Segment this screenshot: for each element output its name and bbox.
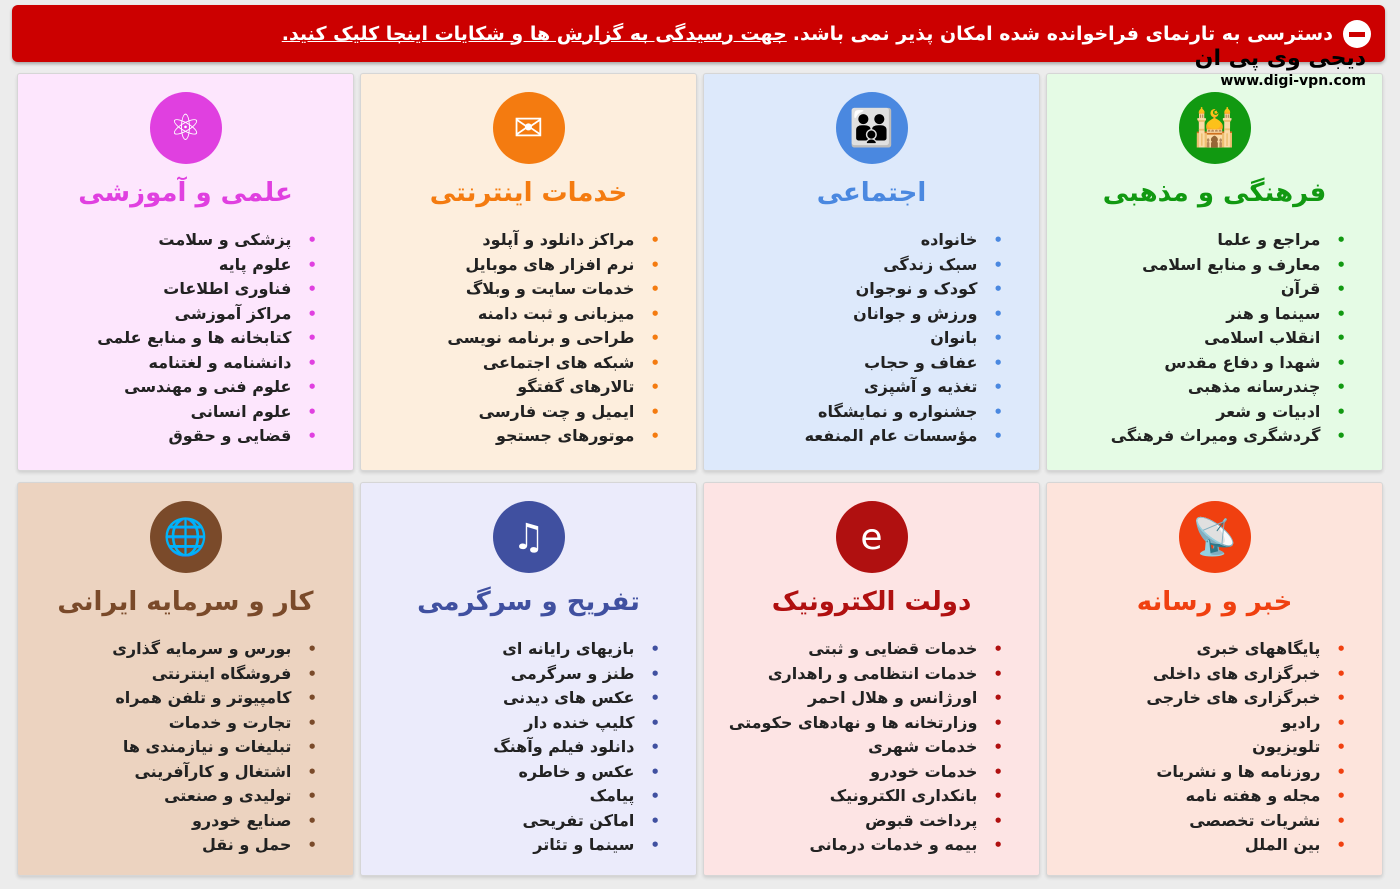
mosque-icon[interactable]: 🕌 [1179,92,1251,164]
category-link[interactable]: • شهدا و دفاع مقدس [1047,351,1346,376]
blocked-access-banner [12,5,1385,62]
category-link[interactable]: • دانشنامه و لغتنامه [18,351,317,376]
category-link[interactable]: • طراحی و برنامه نویسی [361,326,660,351]
category-title[interactable]: اجتماعی [816,178,927,208]
category-grid [15,73,1383,876]
category-link[interactable]: • فروشگاه اینترنتی [18,662,317,687]
category-link[interactable]: • علوم فنی و مهندسی [18,375,317,400]
category-link[interactable]: • کلیپ خنده دار [361,711,660,736]
category-link[interactable]: • رادیو [1047,711,1346,736]
category-card [1046,73,1383,471]
category-link[interactable]: • خدمات سایت و وبلاگ [361,277,660,302]
category-link[interactable]: • تجارت و خدمات [18,711,317,736]
category-link[interactable]: • خبرگزاری های داخلی [1047,662,1346,687]
category-link[interactable]: • مراجع و علما [1047,228,1346,253]
category-link[interactable]: • خدمات خودرو [704,760,1003,785]
category-link[interactable]: • عکس های دیدنی [361,686,660,711]
category-list [1047,637,1382,858]
family-icon[interactable]: 👪 [836,92,908,164]
category-link[interactable]: • بازیهای رایانه ای [361,637,660,662]
category-link[interactable]: • مراکز دانلود و آپلود [361,228,660,253]
category-link[interactable]: • تولیدی و صنعتی [18,784,317,809]
category-link[interactable]: • بیمه و خدمات درمانی [704,833,1003,858]
category-card [17,482,354,876]
category-link[interactable]: • ادبیات و شعر [1047,400,1346,425]
banner-message: دسترسی به تارنمای فراخوانده شده امکان پذیر نمی باشد. [792,22,1333,45]
category-link[interactable]: • بانکداری الکترونیک [704,784,1003,809]
category-card [1046,482,1383,876]
category-link[interactable]: • اماکن تفریحی [361,809,660,834]
category-link[interactable]: • تلویزیون [1047,735,1346,760]
category-link[interactable]: • سینما و هنر [1047,302,1346,327]
category-list [704,228,1039,449]
category-link[interactable]: • مراکز آموزشی [18,302,317,327]
category-link[interactable]: • خدمات شهری [704,735,1003,760]
category-title[interactable]: تفریح و سرگرمی [417,587,640,617]
report-complaint-link[interactable]: جهت رسیدگی به گزارش ها و شکایات اینجا کلیک کنید. [281,22,787,45]
category-link[interactable]: • بانوان [704,326,1003,351]
watermark-url: www.digi-vpn.com [1220,73,1366,89]
category-link[interactable]: • کودک و نوجوان [704,277,1003,302]
category-link[interactable]: • نرم افزار های موبایل [361,253,660,278]
category-link[interactable]: • پزشکی و سلامت [18,228,317,253]
category-link[interactable]: • اورژانس و هلال احمر [704,686,1003,711]
category-link[interactable]: • کامپیوتر و تلفن همراه [18,686,317,711]
category-link[interactable]: • پرداخت قبوض [704,809,1003,834]
atom-icon[interactable]: ⚛ [150,92,222,164]
category-link[interactable]: • میزبانی و ثبت دامنه [361,302,660,327]
watermark-name: دیجی وی پی ان [1194,46,1366,71]
category-link[interactable]: • گردشگری ومیراث فرهنگی [1047,424,1346,449]
category-link[interactable]: • چندرسانه مذهبی [1047,375,1346,400]
category-link[interactable]: • قضایی و حقوق [18,424,317,449]
category-link[interactable]: • تبلیغات و نیازمندی ها [18,735,317,760]
category-link[interactable]: • حمل و نقل [18,833,317,858]
satellite-dish-icon[interactable]: 📡 [1179,501,1251,573]
category-link[interactable]: • جشنواره و نمایشگاه [704,400,1003,425]
category-link[interactable]: • پیامک [361,784,660,809]
category-list [18,637,353,858]
category-card [360,482,697,876]
category-link[interactable]: • پایگاههای خبری [1047,637,1346,662]
category-link[interactable]: • ورزش و جوانان [704,302,1003,327]
category-link[interactable]: • تالارهای گفتگو [361,375,660,400]
category-link[interactable]: • طنز و سرگرمی [361,662,660,687]
category-link[interactable]: • فناوری اطلاعات [18,277,317,302]
category-link[interactable]: • علوم پایه [18,253,317,278]
category-title[interactable]: خبر و رسانه [1136,587,1293,617]
category-title[interactable]: دولت الکترونیک [771,587,972,617]
category-title[interactable]: خدمات اینترنتی [429,178,628,208]
category-list [361,228,696,449]
category-link[interactable]: • روزنامه ها و نشریات [1047,760,1346,785]
category-link[interactable]: • عفاف و حجاب [704,351,1003,376]
category-link[interactable]: • سبک زندگی [704,253,1003,278]
iran-map-e-icon[interactable]: e [836,501,908,573]
category-link[interactable]: • دانلود فیلم وآهنگ [361,735,660,760]
category-card [17,73,354,471]
category-link[interactable]: • عکس و خاطره [361,760,660,785]
category-link[interactable]: • موتورهای جستجو [361,424,660,449]
category-link[interactable]: • کتابخانه ها و منابع علمی [18,326,317,351]
category-link[interactable]: • مجله و هفته نامه [1047,784,1346,809]
category-link[interactable]: • خبرگزاری های خارجی [1047,686,1346,711]
category-link[interactable]: • بورس و سرمایه گذاری [18,637,317,662]
globe-business-icon[interactable]: 🌐 [150,501,222,573]
category-link[interactable]: • مؤسسات عام المنفعه [704,424,1003,449]
category-title[interactable]: فرهنگی و مذهبی [1102,178,1327,208]
category-link[interactable]: • نشریات تخصصی [1047,809,1346,834]
category-link[interactable]: • ایمیل و چت فارسی [361,400,660,425]
category-link[interactable]: • علوم انسانی [18,400,317,425]
category-list [1047,228,1382,449]
category-link[interactable]: • خدمات قضایی و ثبتی [704,637,1003,662]
category-list [704,637,1039,858]
stop-icon [1343,20,1371,48]
category-list [18,228,353,449]
category-link[interactable]: • تغذیه و آشپزی [704,375,1003,400]
category-title[interactable]: کار و سرمایه ایرانی [57,587,314,617]
category-link[interactable]: • صنایع خودرو [18,809,317,834]
category-link[interactable]: • معارف و منابع اسلامی [1047,253,1346,278]
category-title[interactable]: علمی و آموزشی [78,178,293,208]
category-card [360,73,697,471]
category-link[interactable]: • خدمات انتظامی و راهداری [704,662,1003,687]
category-link[interactable]: • وزارتخانه ها و نهادهای حکومتی [704,711,1003,736]
category-link[interactable]: • خانواده [704,228,1003,253]
category-link[interactable]: • سینما و تئاتر [361,833,660,858]
internet-services-icon[interactable]: ✉ [493,92,565,164]
category-card [703,482,1040,876]
category-link[interactable]: • شبکه های اجتماعی [361,351,660,376]
category-link[interactable]: • قرآن [1047,277,1346,302]
category-card [703,73,1040,471]
category-link[interactable]: • اشتغال و کارآفرینی [18,760,317,785]
category-link[interactable]: • بین الملل [1047,833,1346,858]
watermark [1195,46,1366,89]
music-hands-icon[interactable]: ♫ [493,501,565,573]
category-link[interactable]: • انقلاب اسلامی [1047,326,1346,351]
category-list [361,637,696,858]
